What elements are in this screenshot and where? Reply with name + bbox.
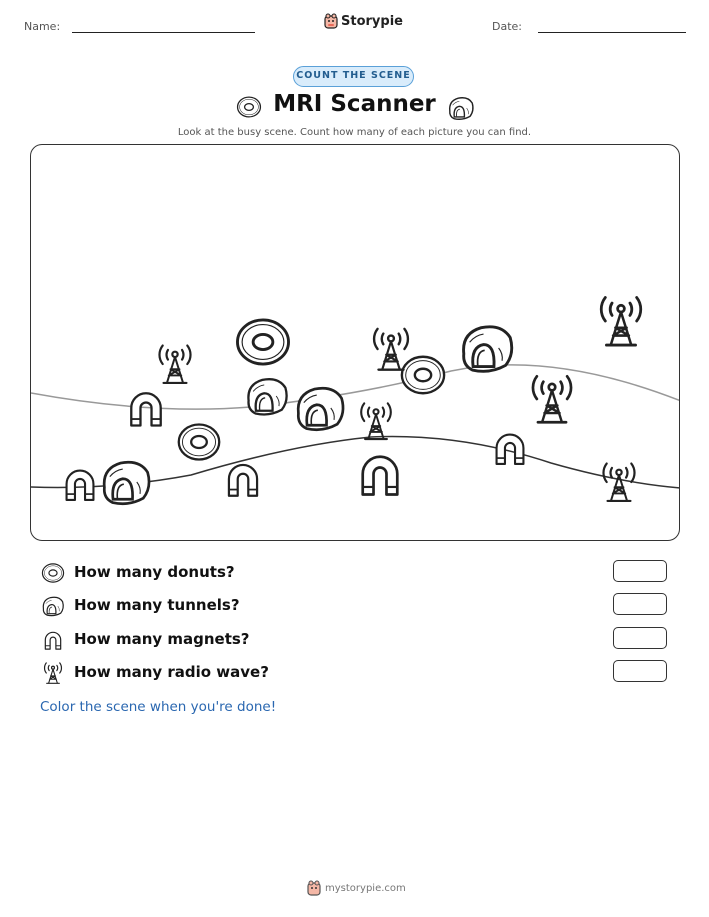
- question-row-radio-wave: [40, 660, 670, 686]
- question-row-donuts: [40, 560, 670, 586]
- footer-url: mystorypie.com: [325, 882, 406, 894]
- tunnel-icon: [446, 94, 476, 122]
- tunnel-icon: [248, 379, 286, 414]
- date-line[interactable]: [538, 32, 686, 33]
- magnet-icon: [40, 628, 66, 652]
- donut-icon: [179, 425, 219, 460]
- busy-scene: [30, 144, 680, 541]
- answer-box-tunnels[interactable]: [613, 593, 667, 615]
- radio-tower-icon: [603, 464, 634, 501]
- radio-tower-icon: [361, 403, 391, 439]
- question-row-magnets: [40, 627, 670, 653]
- radio-tower-icon: [159, 346, 190, 383]
- closing-instruction: Color the scene when you're done!: [40, 699, 277, 715]
- brand-name: Storypie: [341, 13, 403, 29]
- magnet-icon: [67, 471, 94, 500]
- question-text: How many tunnels?: [74, 596, 240, 614]
- tunnel-icon: [298, 388, 343, 429]
- scene-illustration: [31, 145, 680, 541]
- question-text: How many donuts?: [74, 563, 235, 581]
- instructions: Look at the busy scene. Count how many of each picture you can find.: [177, 127, 532, 138]
- radio-tower-icon: [533, 376, 571, 422]
- magnet-icon: [497, 435, 524, 464]
- radio-tower-icon: [601, 297, 640, 345]
- radio-tower-icon: [374, 329, 408, 370]
- question-text: How many magnets?: [74, 630, 250, 648]
- magnet-icon: [131, 393, 160, 425]
- tunnel-icon: [104, 462, 149, 503]
- question-text: How many radio wave?: [74, 663, 269, 681]
- tunnel-icon: [40, 594, 66, 618]
- mascot-icon: [307, 880, 321, 896]
- background-hill-line: [31, 365, 680, 409]
- donut-icon: [40, 561, 66, 585]
- magnet-icon: [229, 465, 257, 496]
- answer-box-radio-wave[interactable]: [613, 660, 667, 682]
- activity-badge: COUNT THE SCENE: [293, 66, 414, 87]
- page-title: MRI Scanner: [273, 91, 436, 117]
- magnet-icon: [363, 457, 398, 495]
- donut-icon: [237, 320, 288, 364]
- answer-box-donuts[interactable]: [613, 560, 667, 582]
- donut-icon: [402, 357, 444, 393]
- mascot-icon: [324, 13, 338, 29]
- question-row-tunnels: [40, 593, 670, 619]
- storypie-logo: [324, 13, 403, 29]
- name-label: Name:: [24, 20, 61, 33]
- footer: [307, 880, 406, 896]
- name-line[interactable]: [72, 32, 255, 33]
- radio-tower-icon: [40, 661, 66, 685]
- tunnel-icon: [464, 327, 512, 372]
- answer-box-magnets[interactable]: [613, 627, 667, 649]
- date-label: Date:: [492, 20, 522, 33]
